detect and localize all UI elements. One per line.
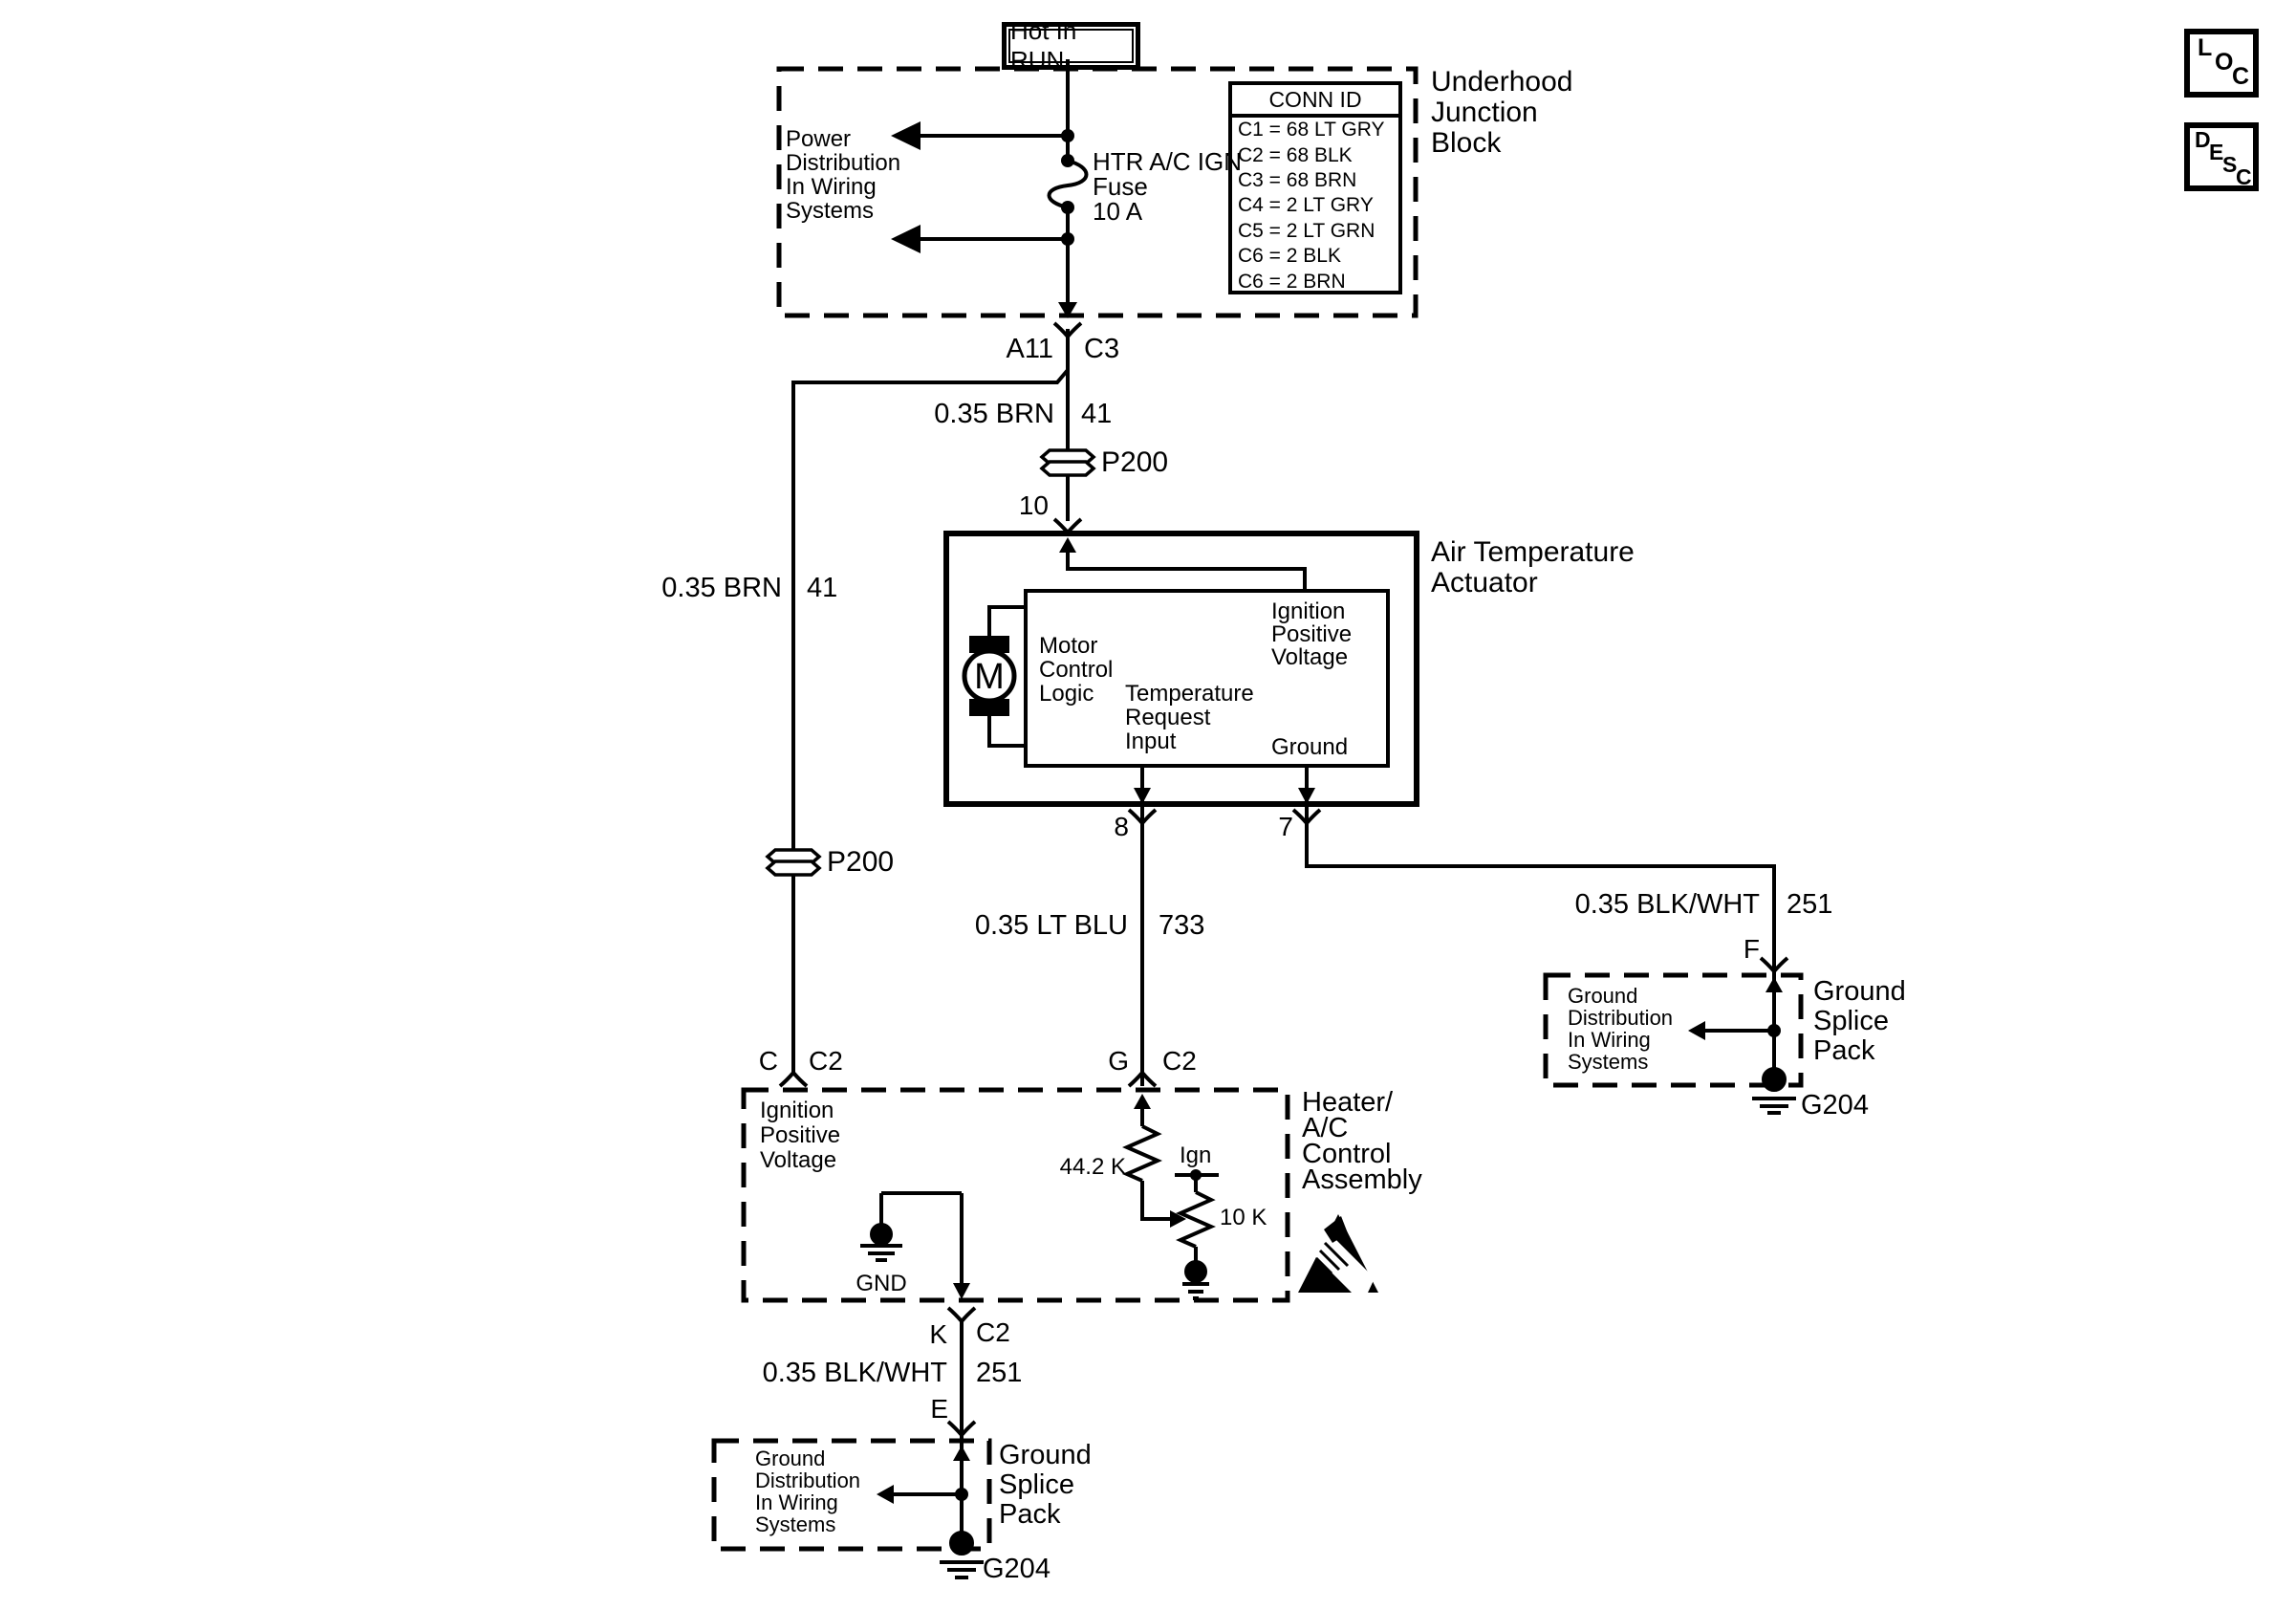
actuator-title-line: Actuator <box>1431 567 1538 598</box>
hvac-title-line: Control <box>1302 1139 1392 1169</box>
gsp-right-note-line: Systems <box>1568 1050 1649 1074</box>
gnd-label: GND <box>856 1271 907 1296</box>
loc-button[interactable] <box>2184 29 2259 98</box>
k-exit-arrow-icon <box>953 1283 970 1299</box>
conn-id-row: C1 = 68 LT GRY <box>1238 119 1385 141</box>
motor-control-logic-line: Control <box>1039 657 1114 683</box>
gsp-bottom-title-line: Pack <box>999 1499 1061 1530</box>
circuit-251-bottom: 251 <box>976 1358 1023 1388</box>
gsp-right-note-line: Ground <box>1568 984 1638 1008</box>
ujb-title-line: Underhood <box>1431 66 1573 98</box>
connector-icon-c-c2 <box>780 1073 807 1086</box>
gsp-right-note-line: Distribution <box>1568 1006 1674 1030</box>
power-dist-arrow-icon-1 <box>891 121 921 150</box>
fuse-label-line: Fuse <box>1093 172 1148 201</box>
splice-right-entry-arrow-icon <box>1765 977 1783 992</box>
ujb-power-dist-line: In Wiring <box>786 174 877 200</box>
conn-id-row: C4 = 2 LT GRY <box>1238 194 1374 217</box>
terminal-a11-label: A11 <box>1006 334 1053 364</box>
ujb-power-dist-line: Systems <box>786 198 875 224</box>
temp-request-input-line: Input <box>1125 729 1177 754</box>
gsp-bottom-note-line: Systems <box>755 1512 836 1536</box>
ground-icon-10k <box>1182 1262 1209 1298</box>
wire-label-blkwht-bottom: 0.35 BLK/WHT <box>762 1358 947 1388</box>
ujb-power-dist-line: Power <box>786 126 852 152</box>
ujb-power-dist-line: Distribution <box>786 150 901 176</box>
circuit-41-center: 41 <box>1081 399 1113 429</box>
resistor-10k-label: 10 K <box>1220 1205 1267 1230</box>
desc-button[interactable] <box>2184 122 2259 191</box>
terminal-c-label: C <box>758 1046 778 1076</box>
connector-symbols <box>780 323 1787 1435</box>
splice-p200-left-label: P200 <box>827 846 895 878</box>
fuse-icon <box>1050 161 1087 207</box>
wiper-lead <box>1142 1181 1170 1219</box>
wire-label-brn-center: 0.35 BRN <box>934 399 1054 429</box>
conn-id-row: C5 = 2 LT GRN <box>1238 219 1375 242</box>
hvac-title-line: Heater/ <box>1302 1087 1394 1118</box>
temp-request-input-line: Request <box>1125 705 1211 730</box>
gsp-bottom-note-line: In Wiring <box>755 1490 838 1514</box>
ground-icon-g204-bottom <box>940 1533 984 1577</box>
gsp-bottom-note-line: Ground <box>755 1447 826 1470</box>
loc-letter: C <box>2232 63 2250 90</box>
gsp-right-note-line: In Wiring <box>1568 1028 1651 1052</box>
connector-c2-label-left: C2 <box>809 1046 843 1076</box>
wire-label-blkwht-right: 0.35 BLK/WHT <box>1574 889 1760 920</box>
splice-bottom-entry-arrow-icon <box>953 1446 970 1461</box>
esd-warning-icon <box>1298 1214 1378 1293</box>
temp-request-input-line: Temperature <box>1125 681 1254 707</box>
ground-id-g204-right: G204 <box>1801 1090 1869 1120</box>
hvac-entry-arrow-icon <box>1134 1094 1151 1109</box>
actuator-ground-label: Ground <box>1271 734 1349 760</box>
ground-icon-g204-right <box>1752 1069 1796 1113</box>
ign-label: Ign <box>1180 1142 1212 1168</box>
conn-id-row: C2 = 68 BLK <box>1238 143 1353 166</box>
actuator-title-line: Air Temperature <box>1431 536 1635 568</box>
connector-c3-label: C3 <box>1084 334 1120 364</box>
hvac-ipv-line: Voltage <box>760 1147 837 1173</box>
motor-icon <box>964 636 1014 716</box>
hvac-title-line: Assembly <box>1302 1164 1422 1195</box>
terminal-e-label: E <box>930 1394 948 1424</box>
loc-letter: O <box>2215 49 2234 76</box>
wire-label-ltblu: 0.35 LT BLU <box>974 910 1128 941</box>
terminal-g-label: G <box>1108 1046 1129 1076</box>
desc-letter: E <box>2209 140 2224 164</box>
arrowheads <box>877 121 1783 1504</box>
gsp-bottom-title-line: Splice <box>999 1469 1074 1500</box>
desc-letter: C <box>2236 164 2252 189</box>
wire-label-brn-left: 0.35 BRN <box>661 573 782 603</box>
actuator-ign-feed <box>1068 553 1305 591</box>
resistor-44k-label: 44.2 K <box>1059 1154 1126 1180</box>
connector-icon-pin10 <box>1054 519 1081 533</box>
junction-dots <box>955 129 1781 1501</box>
fuse-label-line: HTR A/C IGN <box>1093 147 1243 176</box>
hvac-ipv-line: Positive <box>760 1122 841 1148</box>
pin-8-label: 8 <box>1114 812 1129 841</box>
terminal-10-label: 10 <box>1018 490 1049 520</box>
power-source-box <box>1002 16 1140 75</box>
circuit-41-left: 41 <box>807 573 838 603</box>
desc-letter: S <box>2222 152 2238 177</box>
gsp-bottom-note-line: Distribution <box>755 1469 861 1492</box>
splice-ref-arrow-icon-bottom <box>877 1485 894 1504</box>
desc-letter: D <box>2195 127 2211 152</box>
loc-letter: L <box>2198 34 2213 61</box>
actuator-ipv-line: Voltage <box>1271 644 1349 670</box>
hvac-ipv-line: Ignition <box>760 1098 834 1123</box>
resistor-44k-icon <box>1127 1126 1158 1181</box>
gsp-right-title-line: Splice <box>1813 1006 1889 1036</box>
circuit-251-right: 251 <box>1787 889 1833 920</box>
terminal-f-label: F <box>1743 934 1760 964</box>
conn-id-row: C6 = 2 BRN <box>1238 270 1346 293</box>
hvac-title-line: A/C <box>1302 1113 1349 1143</box>
splice-ref-arrow-icon-right <box>1688 1021 1705 1040</box>
conn-id-row: C6 = 2 BLK <box>1238 245 1341 268</box>
actuator-ipv-line: Ignition <box>1271 598 1346 624</box>
circuit-733: 733 <box>1159 910 1205 941</box>
motor-letter: M <box>974 657 1005 697</box>
motor-control-logic-line: Logic <box>1039 681 1094 707</box>
splice-p200-center-label: P200 <box>1101 446 1169 478</box>
motor-control-logic-line: Motor <box>1039 633 1098 659</box>
ground-icon-gnd <box>860 1225 902 1260</box>
gsp-bottom-title-line: Ground <box>999 1440 1092 1470</box>
conn-id-row: C3 = 68 BRN <box>1238 168 1357 191</box>
terminal-k-label: K <box>929 1319 947 1349</box>
conn-id-header: CONN ID <box>1232 85 1398 118</box>
gsp-right-title-line: Pack <box>1813 1035 1875 1066</box>
fuse-label-line: 10 A <box>1093 197 1143 226</box>
connector-c2-label-g: C2 <box>1162 1046 1197 1076</box>
pin-7-label: 7 <box>1278 812 1293 841</box>
connector-c2-label-k: C2 <box>976 1317 1010 1347</box>
actuator-entry-arrow-icon <box>1059 537 1076 553</box>
actuator-ipv-line: Positive <box>1271 621 1353 647</box>
ujb-title-line: Block <box>1431 127 1502 159</box>
gsp-right-title-line: Ground <box>1813 976 1906 1007</box>
power-source-label: Hot In RUN <box>1008 29 1134 63</box>
ground-id-g204-bottom: G204 <box>983 1554 1051 1584</box>
connector-icon-k-c2 <box>948 1308 975 1321</box>
conn-id-table <box>1228 81 1402 294</box>
power-dist-arrow-icon-2 <box>891 225 921 253</box>
ujb-title-line: Junction <box>1431 97 1538 128</box>
actuator-pin-leads <box>1142 766 1307 804</box>
